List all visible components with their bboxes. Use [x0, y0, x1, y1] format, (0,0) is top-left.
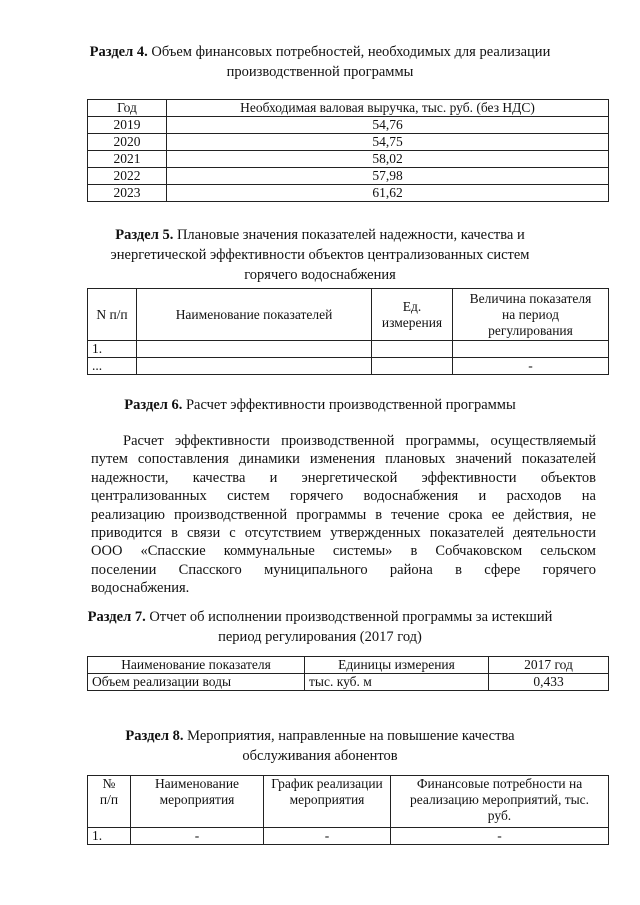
cell: [453, 341, 609, 358]
section7-number: Раздел 7.: [87, 609, 146, 625]
table-row: [88, 151, 609, 168]
table-row: [88, 341, 609, 358]
value-cell: 0,433: [489, 674, 609, 691]
cell: [372, 341, 453, 358]
cell: 1.: [88, 828, 131, 845]
cell: -: [391, 828, 609, 845]
year-cell: 2020: [88, 134, 167, 151]
header-line: Финансовые потребности на: [416, 776, 583, 791]
section8-title-line2: обслуживания абонентов: [242, 748, 398, 764]
cell: ...: [88, 358, 137, 375]
paragraph-line: водоснабжения.: [91, 580, 190, 597]
table-header-row: [88, 776, 609, 828]
header-cell: [391, 776, 609, 828]
header-cell: Год: [88, 100, 167, 117]
section6-paragraph: [91, 432, 596, 598]
header-line: Ед.: [402, 298, 422, 314]
header-line: №: [102, 776, 116, 791]
section5-title-line2: энергетической эффективности объектов централизованных систем: [110, 247, 530, 263]
header-cell: [453, 289, 609, 341]
header-cell: Наименование показателей: [137, 289, 372, 341]
section8-title-line1: Мероприятия, направленные на повышение качества: [187, 728, 515, 744]
section4-number: Раздел 4.: [89, 44, 148, 60]
unit-cell: тыс. куб. м: [305, 674, 489, 691]
year-cell: 2022: [88, 168, 167, 185]
header-line: График реализации: [271, 776, 383, 791]
header-line: Наименование: [154, 776, 240, 791]
header-line: Величина показателя: [469, 290, 592, 306]
year-cell: 2023: [88, 185, 167, 202]
section6-title: Расчет эффективности производственной программы: [185, 397, 516, 413]
section4-table: [87, 99, 609, 202]
header-line: регулирования: [488, 322, 573, 338]
table-header-row: [88, 289, 609, 341]
cell: -: [453, 358, 609, 375]
section7-table: [87, 656, 609, 691]
table-row: [88, 134, 609, 151]
header-line: измерения: [381, 314, 443, 330]
header-cell: [264, 776, 391, 828]
value-cell: 57,98: [167, 168, 609, 185]
header-cell: Наименование показателя: [88, 657, 305, 674]
header-cell: [88, 776, 131, 828]
section5-title-line3: горячего водоснабжения: [244, 267, 396, 283]
paragraph-line: путем сопоставления динамики изменения плановых значений показателей: [91, 451, 596, 468]
table-row: [88, 674, 609, 691]
header-line: на период: [501, 306, 559, 322]
section4-title-line2: производственной программы: [226, 64, 414, 80]
section5-table: [87, 288, 609, 375]
section6-heading: [60, 395, 580, 415]
header-cell: 2017 год: [489, 657, 609, 674]
paragraph-line: централизованных систем горячего водоснабжения и расходов на: [91, 488, 596, 505]
header-cell: [372, 289, 453, 341]
header-cell: Необходимая валовая выручка, тыс. руб. (без НДС): [167, 100, 609, 117]
section6-number: Раздел 6.: [124, 397, 183, 413]
section7-heading: [60, 607, 580, 647]
cell: -: [131, 828, 264, 845]
section8-table: [87, 775, 609, 845]
table-header-row: [88, 657, 609, 674]
value-cell: 54,76: [167, 117, 609, 134]
header-line: мероприятия: [289, 792, 365, 807]
paragraph-line: надежности, качества и энергетической эффективности объектов: [91, 469, 596, 486]
table-row: [88, 117, 609, 134]
table-row: [88, 168, 609, 185]
header-cell: Единицы измерения: [305, 657, 489, 674]
paragraph-line: реализацию производственной программы в течение срока ее действия, не: [91, 506, 596, 523]
value-cell: 54,75: [167, 134, 609, 151]
value-cell: 61,62: [167, 185, 609, 202]
value-cell: 58,02: [167, 151, 609, 168]
year-cell: 2019: [88, 117, 167, 134]
header-line: мероприятия: [159, 792, 235, 807]
section5-number: Раздел 5.: [115, 227, 174, 243]
section7-title-line1: Отчет об исполнении производственной программы за истекший: [149, 609, 553, 625]
paragraph-line: Расчет эффективности производственной программы, осуществляемый: [123, 433, 596, 449]
cell: [372, 358, 453, 375]
section8-number: Раздел 8.: [125, 728, 184, 744]
header-line: руб.: [487, 808, 512, 823]
year-cell: 2021: [88, 151, 167, 168]
cell: -: [264, 828, 391, 845]
section8-heading: [60, 726, 580, 766]
section5-heading: [60, 225, 580, 285]
cell: [137, 358, 372, 375]
header-cell: [131, 776, 264, 828]
paragraph-line: приводится в связи с отсутствием утвержденных показателей деятельности: [91, 525, 596, 542]
indicator-cell: Объем реализации воды: [88, 674, 305, 691]
section4-heading: [60, 42, 580, 82]
cell: 1.: [88, 341, 137, 358]
paragraph-line: поселении Спасского муниципального района в сфере горячего: [91, 561, 596, 578]
section5-title-line1: Плановые значения показателей надежности, качества и: [176, 227, 525, 243]
table-row: [88, 185, 609, 202]
paragraph-line: ООО «Спасские коммунальные системы» в Собчаковском сельском: [91, 543, 596, 560]
header-line: реализацию мероприятий, тыс.: [409, 792, 590, 807]
header-cell: N п/п: [88, 289, 137, 341]
table-row: [88, 828, 609, 845]
cell: [137, 341, 372, 358]
table-row: [88, 358, 609, 375]
header-line: п/п: [99, 792, 119, 807]
section7-title-line2: период регулирования (2017 год): [218, 629, 422, 645]
section4-title-line1: Объем финансовых потребностей, необходимых для реализации: [151, 44, 551, 60]
table-header-row: [88, 100, 609, 117]
